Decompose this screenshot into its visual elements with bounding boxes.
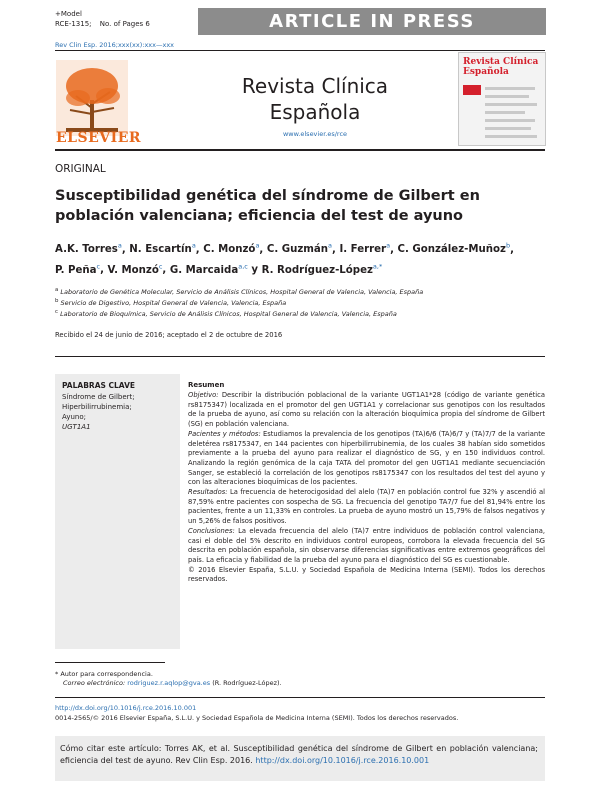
journal-title xyxy=(185,73,445,125)
abstract-body xyxy=(188,391,545,585)
author: A.K. Torres$^a$ xyxy=(55,242,122,256)
journal-cover-thumbnail xyxy=(458,52,546,146)
author: P. Peña$^c$ xyxy=(55,262,101,276)
received-accepted-dates: Recibido el 24 de junio de 2016; aceptado el 2 de octubre de 2016 xyxy=(55,331,283,339)
author: I. Ferrer$^a$ xyxy=(339,242,391,256)
code: RCE-1315; xyxy=(55,20,92,28)
cover-title xyxy=(463,57,538,77)
journal-citation[interactable]: Rev Clin Esp. 2016;xxx(xx):xxx—xxx xyxy=(55,41,175,49)
cover-line xyxy=(485,127,531,130)
author-list xyxy=(55,238,545,279)
footer-rule xyxy=(55,697,545,698)
author: C. Monzó$^a$ xyxy=(203,242,260,256)
issn-copyright: 0014-2565/© 2016 Elsevier España, S.L.U. y Sociedad Española de Medicina Interna (SEMI). Todos los derechos reservados. xyxy=(55,714,459,722)
cover-red-block xyxy=(463,85,481,95)
doi-link[interactable]: http://dx.doi.org/10.1016/j.rce.2016.10.001 xyxy=(55,704,197,712)
keyword: Ayuno; xyxy=(62,413,86,421)
dates-rule xyxy=(55,356,545,357)
corresponding-author: * Autor para correspondencia. xyxy=(55,670,153,678)
abstract-copyright: © 2016 Elsevier España, S.L.U. y Sociedad Española de Medicina Interna (SEMI). Todos los derechos reservados. xyxy=(188,565,545,584)
author: G. Marcaida$^{a,c}$ xyxy=(169,262,248,276)
email-owner: (R. Rodríguez-López). xyxy=(212,679,282,687)
journal-title-line2: Española xyxy=(269,100,361,124)
abstract-title: Resumen xyxy=(188,381,225,389)
author: C. Guzmán$^a$ xyxy=(266,242,333,256)
author: N. Escartín$^a$ xyxy=(129,242,196,256)
email-line xyxy=(55,679,545,688)
keyword: Hiperbilirrubinemia; xyxy=(62,403,132,411)
publisher-name: ELSEVIER xyxy=(56,130,142,146)
affiliation: $^b$ Servicio de Digestivo, Hospital General de Valencia, Valencia, España xyxy=(55,298,287,308)
author: R. Rodríguez-López$^{a,*}$ xyxy=(261,262,383,276)
correspondence-note xyxy=(55,670,545,688)
affiliation: $^c$ Laboratorio de Bioquímica, Servicio de Análisis Clínicos, Hospital General de Valencia, Valencia, España xyxy=(55,309,397,319)
cite-doi-link[interactable]: http://dx.doi.org/10.1016/j.rce.2016.10.001 xyxy=(255,755,430,765)
journal-title-line1: Revista Clínica xyxy=(241,74,389,98)
article-in-press-banner: ARTICLE IN PRESS xyxy=(198,8,546,35)
author: V. Monzó$^c$ xyxy=(107,262,163,276)
cover-line xyxy=(485,87,535,90)
keywords-title: PALABRAS CLAVE xyxy=(62,381,136,390)
abstract-metodos: Pacientes y métodos: Estudiamos la prevalencia de los genotipos (TA)6/6 (TA)6/7 y (TA)7/7 de la variante deletérea rs8175347, en 144 pacientes con hiperbilirrubinemia, de los cuales 38 habían sido sometidos previamente a la prueba del ayuno para realizar el diagnóstico de SG, y en 150 individuos control. Analizando la región genómica de la caja TATA del promotor del gen UGT1A1 mediante secuenciación Sanger, se estableció la correlación de los genotipos rs8175347 con los resultados del test del ayuno y con las alteraciones bioquímicas de los pacientes. xyxy=(188,429,545,487)
journal-url[interactable]: www.elsevier.es/rce xyxy=(282,130,348,138)
cite-text: Cómo citar este artículo: Torres AK, et al. Susceptibilidad genética del síndrome de Gilbert en población valenciana; eficiencia del test de ayuno. Rev Clin Esp. 2016. xyxy=(60,744,538,765)
keyword: UGT1A1 xyxy=(62,423,91,431)
cover-line xyxy=(485,95,529,98)
article-code xyxy=(55,20,150,29)
author: C. González-Muñoz$^b$ xyxy=(397,242,511,256)
section-label: ORIGINAL xyxy=(55,163,106,175)
page-count: No. of Pages 6 xyxy=(99,20,150,28)
abstract-conclusiones: Conclusiones: La elevada frecuencia del alelo (TA)7 entre individuos de población control valenciana, casi el doble del 5% descrito en individuos control europeos, corrobora la elevada frecuencia del SG descrita en población española, sin observarse diferencias significativas entre extremos geográficos del país. La eficacia y fiabilidad de la prueba del ayuno para el diagnóstico del SG es cuestionable. xyxy=(188,526,545,564)
abstract-resultados: Resultados: La frecuencia de heterocigosidad del alelo (TA)7 en población control fue 32% y ascendió al 87,59% entre pacientes con sospecha de SG. La frecuencia del genotipo TA7/7 fue del 81,94% entre los pacientes, frente a un 11,33% en controles. La prueba de ayuno mostró un 15,79% de falsos negativos y un 5,26% de falsos positivos. xyxy=(188,488,545,526)
masthead-rule xyxy=(55,149,545,151)
email-link[interactable]: rodriguez.r.aqlop@gva.es xyxy=(127,679,211,687)
abstract-objetivo: Objetivo: Describir la distribución poblacional de la variante UGT1A1*28 (código de variante genética rs8175347) localizada en el promotor del gen UGT1A1 y correlacionar sus genotipos con los resultados de la prueba de ayuno, así como su relación con la alteración bioquímica propia del síndrome de Gilbert (SG) en población valenciana. xyxy=(188,391,545,429)
cover-title-line2: Española xyxy=(463,67,509,77)
affiliation: $^a$ Laboratorio de Genética Molecular, Servicio de Análisis Clínicos, Hospital General de Valencia, Valencia, España xyxy=(55,287,424,297)
how-to-cite-text xyxy=(60,743,538,766)
article-title: Susceptibilidad genética del síndrome de Gilbert en población valenciana; eficiencia del test de ayuno xyxy=(55,188,480,224)
keyword: Síndrome de Gilbert; xyxy=(62,393,135,401)
model-label: +Model xyxy=(55,10,82,18)
cover-title-line1: Revista Clínica xyxy=(463,57,539,67)
cover-line xyxy=(485,119,535,122)
authors-line1: A.K. Torres$^a$, N. Escartín$^a$, C. Monzó$^a$, C. Guzmán$^a$, I. Ferrer$^a$, C. González-Muñoz$^b$, xyxy=(55,242,514,256)
cover-line xyxy=(485,111,525,114)
authors-line2: P. Peña$^c$, V. Monzó$^c$, G. Marcaida$^{a,c}$ y R. Rodríguez-López$^{a,*}$ xyxy=(55,262,383,276)
cover-line xyxy=(485,103,537,106)
cover-line xyxy=(485,135,537,138)
email-label: Correo electrónico: xyxy=(63,679,126,687)
header-rule xyxy=(55,50,545,51)
footnote-rule xyxy=(55,662,165,663)
